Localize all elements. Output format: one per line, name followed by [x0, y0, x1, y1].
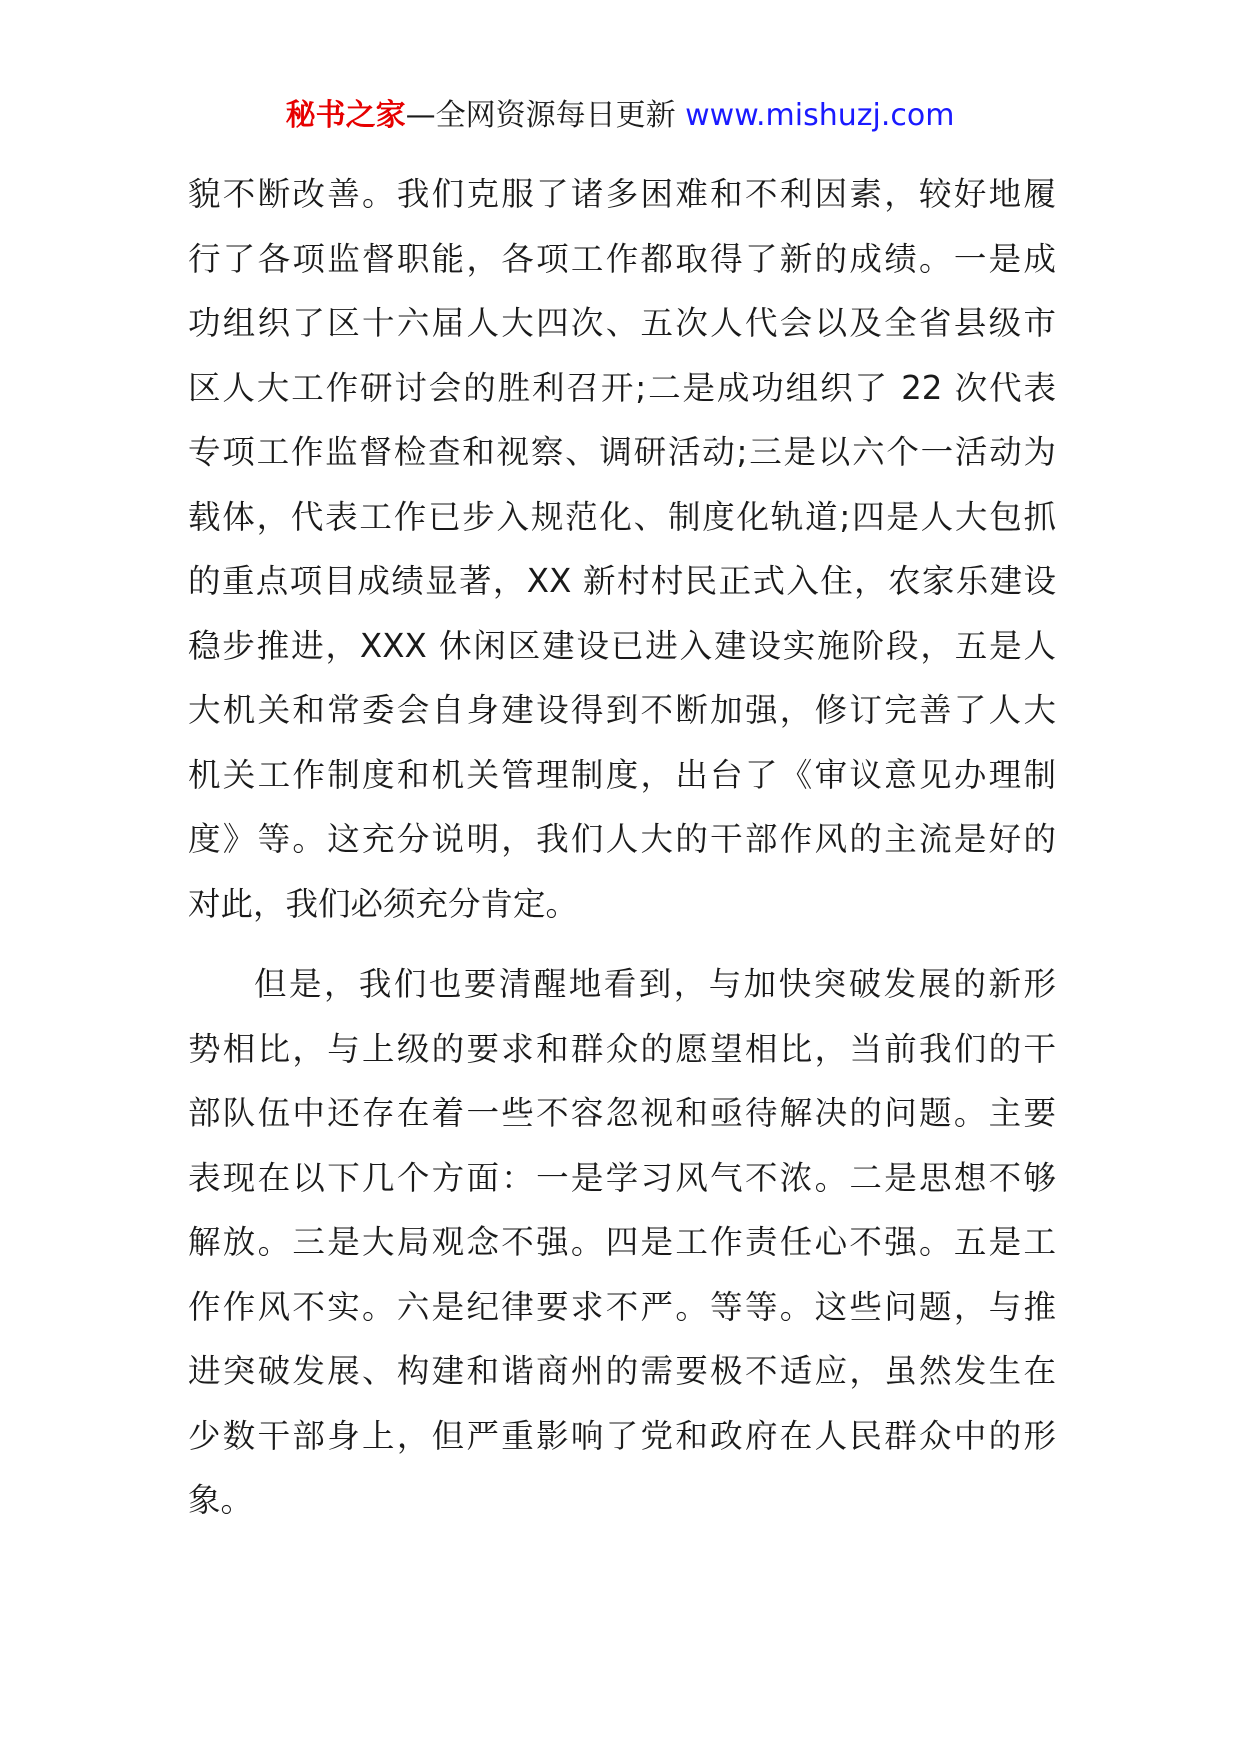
text-line: 作作风不实。六是纪律要求不严。等等。这些问题，与推 — [188, 1287, 1056, 1326]
text-line: 解放。三是大局观念不强。四是工作责任心不强。五是工 — [188, 1223, 1056, 1261]
text-line: 行了各项监督职能，各项工作都取得了新的成绩。一是成 — [188, 239, 1056, 278]
header-tagline: —全网资源每日更新 — [405, 98, 676, 133]
text-line: 功组织了区十六届人大四次、五次人代会以及全省县级市 — [188, 304, 1056, 342]
text-line: 的重点项目成绩显著，XX 新村村民正式入住，农家乐建设 — [188, 562, 1056, 600]
text-line: 稳步推进，XXX 休闲区建设已进入建设实施阶段，五是人 — [188, 626, 1056, 665]
site-url-link[interactable]: www.mishuzj.com — [685, 98, 955, 133]
text-line: 区人大工作研讨会的胜利召开;二是成功组织了 22 次代表 — [188, 368, 1056, 407]
text-line: 专项工作监督检查和视察、调研活动;三是以六个一活动为 — [188, 433, 1056, 471]
text-line: 进突破发展、构建和谐商州的需要极不适应，虽然发生在 — [188, 1352, 1056, 1390]
document-body — [188, 162, 1056, 1533]
text-line: 貌不断改善。我们克服了诸多困难和不利因素，较好地履 — [188, 175, 1056, 213]
text-line: 大机关和常委会自身建设得到不断加强，修订完善了人大 — [188, 691, 1056, 729]
text-line: 机关工作制度和机关管理制度，出台了《审议意见办理制 — [188, 755, 1056, 794]
text-line: 少数干部身上，但严重影响了党和政府在人民群众中的形 — [188, 1416, 1056, 1455]
text-line: 对此，我们必须充分肯定。 — [188, 884, 579, 923]
text-line: 象。 — [188, 1481, 254, 1519]
text-line: 部队伍中还存在着一些不容忽视和亟待解决的问题。主要 — [188, 1094, 1056, 1132]
text-line: 表现在以下几个方面：一是学习风气不浓。二是思想不够 — [188, 1158, 1056, 1197]
text-line: 载体，代表工作已步入规范化、制度化轨道;四是人大包抓 — [188, 497, 1056, 536]
paragraph-2 — [188, 952, 1056, 1533]
text-line: 度》等。这充分说明，我们人大的干部作风的主流是好的 — [188, 820, 1056, 858]
page-header — [0, 96, 1240, 136]
paragraph-1 — [188, 162, 1056, 936]
brand-name: 秘书之家 — [285, 98, 406, 133]
text-line: 势相比，与上级的要求和群众的愿望相比，当前我们的干 — [188, 1029, 1056, 1068]
text-line: 但是，我们也要清醒地看到，与加快突破发展的新形 — [254, 965, 1056, 1003]
